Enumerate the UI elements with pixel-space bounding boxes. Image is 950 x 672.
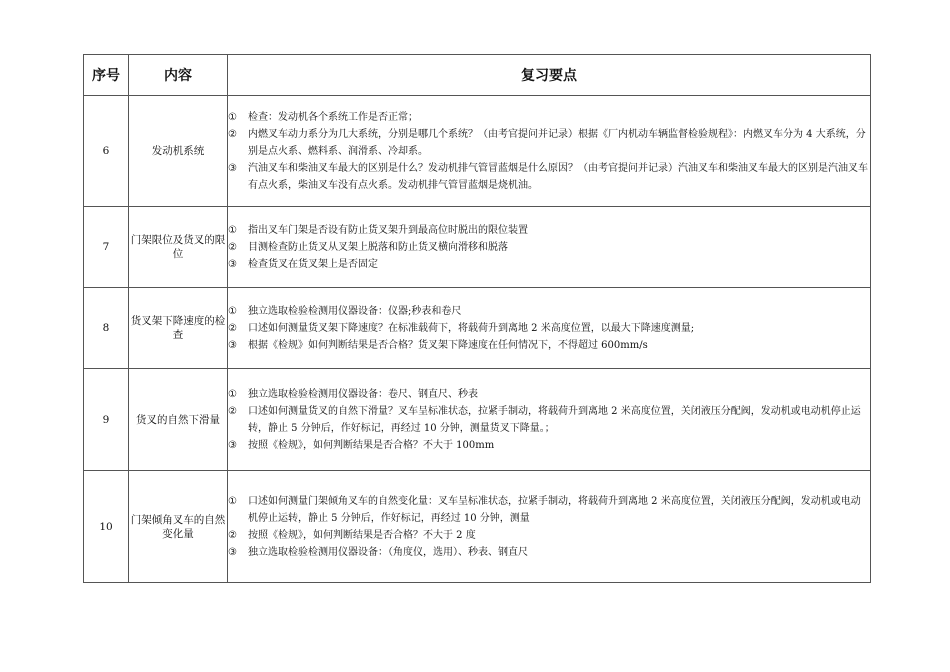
point-text: 指出叉车门架是否设有防止货叉架升到最高位时脱出的限位装置 — [248, 224, 528, 236]
point-marker: ② — [228, 405, 237, 417]
point-marker: ② — [228, 241, 237, 253]
review-point — [228, 222, 870, 239]
header-points: 复习要点 — [228, 55, 871, 96]
row-number: 6 — [84, 96, 129, 207]
point-text: 目测检查防止货叉从叉架上脱落和防止货叉横向滑移和脱落 — [248, 241, 508, 253]
point-text: 独立选取检验检测用仪器设备：（角度仪，选用）、秒表、钢直尺 — [248, 546, 528, 558]
table-row — [84, 471, 871, 583]
row-topic: 门架限位及货叉的限位 — [129, 207, 228, 288]
point-text: 按照《检规》，如何判断结果是否合格？不大于 100mm — [248, 439, 495, 451]
point-text: 口述如何测量货叉架下降速度？在标准载荷下，将载荷升到离地 2 米高度位置，以最大下降速度测量; — [248, 322, 695, 334]
header-seq: 序号 — [84, 55, 129, 96]
point-text: 汽油叉车和柴油叉车最大的区别是什么？发动机排气管冒蓝烟是什么原因？（由考官提问并记录）汽油叉车和柴油叉车最大的区别是汽油叉车有点火系，柴油叉车没有点火系。发动机排气管冒蓝烟是烧机油。 — [248, 162, 868, 191]
header-content: 内容 — [129, 55, 228, 96]
table-row — [84, 288, 871, 369]
point-text: 口述如何测量货叉的自然下滑量？叉车呈标准状态，拉紧手制动，将载荷升到离地 2 米高度位置，关闭液压分配阀，发动机或电动机停止运转，静止 5 分钟后，作好标记，再经过 10 分钟，测量货叉下降量。； — [248, 405, 861, 434]
table-row — [84, 369, 871, 471]
point-marker: ① — [228, 224, 237, 236]
review-point — [228, 320, 870, 337]
row-number: 7 — [84, 207, 129, 288]
review-point — [228, 239, 870, 256]
point-marker: ② — [228, 529, 237, 541]
review-point — [228, 303, 870, 320]
row-points — [228, 471, 871, 583]
table-row — [84, 96, 871, 207]
point-marker: ① — [228, 388, 237, 400]
review-point — [228, 109, 870, 126]
review-table — [83, 54, 871, 583]
row-topic: 货叉架下降速度的检查 — [129, 288, 228, 369]
row-points — [228, 369, 871, 471]
row-topic: 发动机系统 — [129, 96, 228, 207]
review-point — [228, 337, 870, 354]
point-text: 检查：发动机各个系统工作是否正常； — [248, 111, 418, 123]
review-point — [228, 403, 870, 437]
point-text: 口述如何测量门架倾角叉车的自然变化量：叉车呈标准状态，拉紧手制动，将载荷升到离地 2 米高度位置，关闭液压分配阀，发动机或电动机停止运转，静止 5 分钟后，作好标记，再经过 10 分钟，测量 — [248, 495, 861, 524]
point-marker: ③ — [228, 546, 237, 558]
row-points — [228, 288, 871, 369]
review-point — [228, 256, 870, 273]
point-marker: ② — [228, 322, 237, 334]
review-point — [228, 126, 870, 160]
point-text: 独立选取检验检测用仪器设备：仪器;秒表和卷尺 — [248, 305, 462, 317]
review-point — [228, 437, 870, 454]
point-marker: ① — [228, 305, 237, 317]
row-number: 8 — [84, 288, 129, 369]
row-points — [228, 96, 871, 207]
point-text: 内燃叉车动力系分为几大系统，分别是哪几个系统？（由考官提问并记录）根据《厂内机动车辆监督检验规程》：内燃叉车分为 4 大系统，分别是点火系、燃料系、润滑系、冷却系。 — [248, 128, 866, 157]
point-text: 按照《检规》，如何判断结果是否合格？不大于 2 度 — [248, 529, 476, 541]
header-row — [84, 55, 871, 96]
point-marker: ② — [228, 128, 237, 140]
row-points — [228, 207, 871, 288]
row-topic: 货叉的自然下滑量 — [129, 369, 228, 471]
point-marker: ① — [228, 495, 237, 507]
row-topic: 门架倾角叉车的自然变化量 — [129, 471, 228, 583]
review-point — [228, 544, 870, 561]
review-point — [228, 160, 870, 194]
point-marker: ③ — [228, 439, 237, 451]
table-row — [84, 207, 871, 288]
point-marker: ③ — [228, 339, 237, 351]
point-text: 独立选取检验检测用仪器设备：卷尺、钢直尺、秒表 — [248, 388, 478, 400]
point-text: 检查货叉在货叉架上是否固定 — [248, 258, 378, 270]
point-text: 根据《检规》如何判断结果是否合格？货叉架下降速度在任何情况下，不得超过 600mm/s — [248, 339, 648, 351]
review-point — [228, 386, 870, 403]
review-point — [228, 493, 870, 527]
row-number: 10 — [84, 471, 129, 583]
point-marker: ① — [228, 111, 237, 123]
point-marker: ③ — [228, 258, 237, 270]
row-number: 9 — [84, 369, 129, 471]
point-marker: ③ — [228, 162, 237, 174]
review-point — [228, 527, 870, 544]
